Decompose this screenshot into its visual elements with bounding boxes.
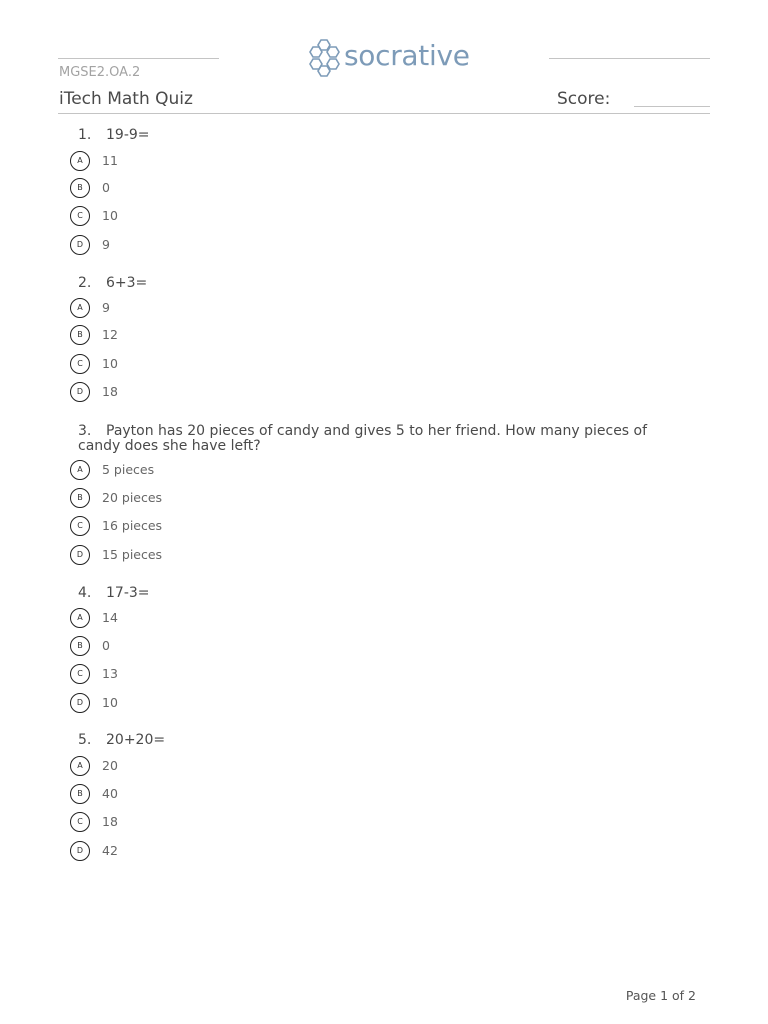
answer-text: 12 (102, 327, 118, 342)
answer-bubble[interactable]: D (70, 693, 90, 713)
question-prompt: 20+20= (106, 732, 166, 748)
score-blank-line (634, 106, 710, 107)
answer-bubble[interactable]: C (70, 812, 90, 832)
answer-bubble[interactable]: B (70, 784, 90, 804)
answer-text: 9 (102, 237, 110, 252)
answer-text: 18 (102, 384, 118, 399)
answer-bubble[interactable]: B (70, 636, 90, 656)
answer-bubble[interactable]: D (70, 545, 90, 565)
answer-text: 14 (102, 610, 118, 625)
question-number: 4. (78, 585, 92, 601)
score-label: Score: (557, 89, 611, 109)
question-3 (76, 423, 678, 562)
question-prompt: 6+3= (106, 275, 148, 291)
answer-bubble[interactable]: A (70, 151, 90, 171)
question-5 (76, 732, 678, 858)
answer-bubble[interactable]: A (70, 460, 90, 480)
question-1 (76, 127, 678, 252)
answer-text: 15 pieces (102, 547, 163, 562)
question-number: 2. (78, 275, 92, 291)
answer-bubble[interactable]: A (70, 608, 90, 628)
answer-text: 9 (102, 300, 110, 315)
answer-bubble[interactable]: B (70, 488, 90, 508)
answer-text: 11 (102, 153, 118, 168)
header-divider (58, 113, 710, 114)
page-number: Page 1 of 2 (625, 988, 696, 1003)
header-right-rule (549, 58, 710, 59)
answer-bubble[interactable]: D (70, 235, 90, 255)
answer-text: 10 (102, 208, 118, 223)
answer-text: 10 (102, 356, 118, 371)
answer-bubble[interactable]: B (70, 178, 90, 198)
answer-bubble[interactable]: B (70, 325, 90, 345)
header-left-rule (58, 58, 219, 59)
question-text (78, 424, 678, 454)
answer-text: 0 (102, 180, 110, 195)
answer-bubble[interactable]: C (70, 354, 90, 374)
answer-text: 20 (102, 758, 118, 773)
question-text (78, 276, 678, 291)
answer-bubble[interactable]: D (70, 382, 90, 402)
answer-text: 10 (102, 695, 118, 710)
question-number: 1. (78, 127, 92, 143)
answer-text: 40 (102, 786, 118, 801)
socrative-logo (308, 36, 468, 80)
answer-bubble[interactable]: A (70, 298, 90, 318)
answer-text: 18 (102, 814, 118, 829)
answer-text: 5 pieces (102, 462, 155, 477)
question-2 (76, 275, 678, 399)
answer-bubble[interactable]: D (70, 841, 90, 861)
answer-bubble[interactable]: C (70, 664, 90, 684)
answer-text: 20 pieces (102, 490, 163, 505)
question-prompt: Payton has 20 pieces of candy and gives 5 to her friend. How many pieces of candy does she have left? (78, 423, 648, 454)
question-number: 5. (78, 732, 92, 748)
question-text (78, 586, 678, 601)
question-prompt: 17-3= (106, 585, 150, 601)
answer-text: 16 pieces (102, 518, 163, 533)
answer-bubble[interactable]: C (70, 516, 90, 536)
question-text (78, 733, 678, 748)
standard-code: MGSE2.OA.2 (59, 65, 141, 80)
question-text (78, 128, 678, 143)
question-prompt: 19-9= (106, 127, 150, 143)
answer-text: 42 (102, 843, 118, 858)
logo-wordmark: socrative (344, 39, 470, 72)
quiz-title: iTech Math Quiz (59, 89, 193, 109)
answer-bubble[interactable]: A (70, 756, 90, 776)
answer-text: 0 (102, 638, 110, 653)
hexagon-cluster-icon (308, 36, 344, 80)
question-4 (76, 585, 678, 710)
answer-text: 13 (102, 666, 118, 681)
question-number: 3. (78, 423, 92, 439)
answer-bubble[interactable]: C (70, 206, 90, 226)
